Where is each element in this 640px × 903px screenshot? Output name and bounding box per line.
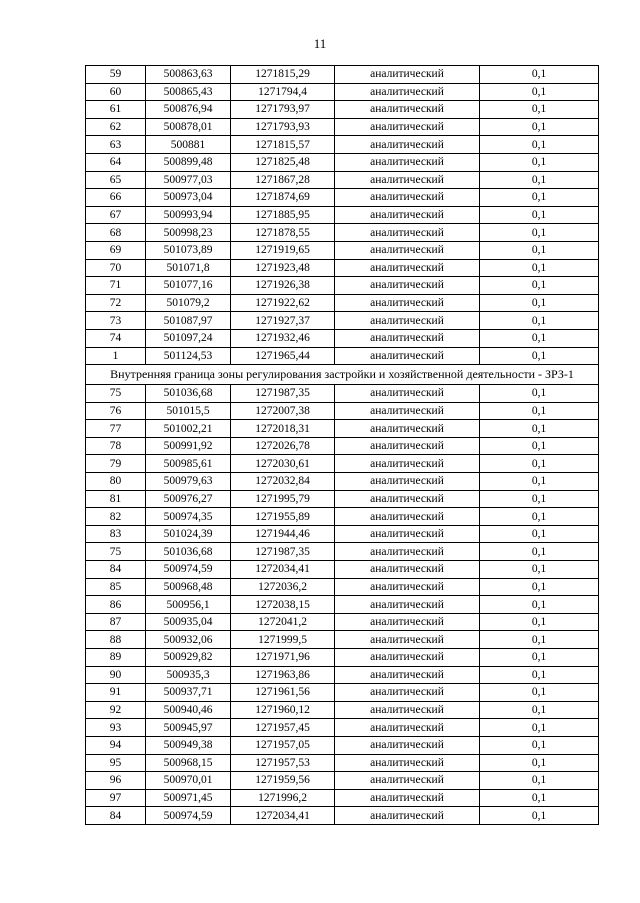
point-number-cell: 66	[86, 189, 146, 207]
x-coordinate-cell: 500991,92	[146, 437, 231, 455]
method-cell: аналитический	[335, 437, 480, 455]
y-coordinate-cell: 1271955,89	[231, 508, 335, 526]
method-cell: аналитический	[335, 596, 480, 614]
precision-cell: 0,1	[480, 420, 599, 438]
precision-cell: 0,1	[480, 83, 599, 101]
table-row	[86, 649, 599, 667]
precision-cell: 0,1	[480, 402, 599, 420]
section-title: Внутренняя граница зоны регулирования застройки и хозяйственной деятельности - ЗРЗ-1	[86, 365, 599, 385]
table-row	[86, 118, 599, 136]
point-number-cell: 97	[86, 789, 146, 807]
x-coordinate-cell: 500973,04	[146, 189, 231, 207]
precision-cell: 0,1	[480, 473, 599, 491]
y-coordinate-cell: 1272026,78	[231, 437, 335, 455]
x-coordinate-cell: 500863,63	[146, 66, 231, 84]
method-cell: аналитический	[335, 508, 480, 526]
method-cell: аналитический	[335, 666, 480, 684]
y-coordinate-cell: 1271919,65	[231, 241, 335, 259]
precision-cell: 0,1	[480, 596, 599, 614]
table-row	[86, 402, 599, 420]
point-number-cell: 59	[86, 66, 146, 84]
table-row	[86, 385, 599, 403]
y-coordinate-cell: 1271932,46	[231, 329, 335, 347]
coordinates-rows-before	[86, 66, 599, 365]
y-coordinate-cell: 1271971,96	[231, 649, 335, 667]
method-cell: аналитический	[335, 736, 480, 754]
y-coordinate-cell: 1271927,37	[231, 312, 335, 330]
table-row	[86, 66, 599, 84]
section-header-group	[86, 365, 599, 385]
table-row	[86, 136, 599, 154]
method-cell: аналитический	[335, 473, 480, 491]
y-coordinate-cell: 1271987,35	[231, 385, 335, 403]
method-cell: аналитический	[335, 206, 480, 224]
method-cell: аналитический	[335, 66, 480, 84]
y-coordinate-cell: 1271944,46	[231, 525, 335, 543]
y-coordinate-cell: 1272034,41	[231, 561, 335, 579]
point-number-cell: 75	[86, 543, 146, 561]
x-coordinate-cell: 501015,5	[146, 402, 231, 420]
method-cell: аналитический	[335, 543, 480, 561]
method-cell: аналитический	[335, 684, 480, 702]
method-cell: аналитический	[335, 420, 480, 438]
x-coordinate-cell: 501071,8	[146, 259, 231, 277]
table-row	[86, 437, 599, 455]
method-cell: аналитический	[335, 329, 480, 347]
table-row	[86, 420, 599, 438]
table-row	[86, 294, 599, 312]
table-row	[86, 224, 599, 242]
method-cell: аналитический	[335, 525, 480, 543]
table-row	[86, 473, 599, 491]
point-number-cell: 77	[86, 420, 146, 438]
x-coordinate-cell: 500956,1	[146, 596, 231, 614]
table-row	[86, 613, 599, 631]
table-row	[86, 490, 599, 508]
table-row	[86, 206, 599, 224]
x-coordinate-cell: 500968,15	[146, 754, 231, 772]
y-coordinate-cell: 1271987,35	[231, 543, 335, 561]
point-number-cell: 84	[86, 807, 146, 825]
method-cell: аналитический	[335, 101, 480, 119]
precision-cell: 0,1	[480, 789, 599, 807]
point-number-cell: 92	[86, 701, 146, 719]
y-coordinate-cell: 1271794,4	[231, 83, 335, 101]
x-coordinate-cell: 501079,2	[146, 294, 231, 312]
precision-cell: 0,1	[480, 613, 599, 631]
precision-cell: 0,1	[480, 649, 599, 667]
precision-cell: 0,1	[480, 684, 599, 702]
x-coordinate-cell: 500974,59	[146, 561, 231, 579]
x-coordinate-cell: 501024,39	[146, 525, 231, 543]
point-number-cell: 96	[86, 772, 146, 790]
point-number-cell: 61	[86, 101, 146, 119]
x-coordinate-cell: 501077,16	[146, 277, 231, 295]
point-number-cell: 85	[86, 578, 146, 596]
y-coordinate-cell: 1271995,79	[231, 490, 335, 508]
point-number-cell: 73	[86, 312, 146, 330]
y-coordinate-cell: 1271815,57	[231, 136, 335, 154]
y-coordinate-cell: 1271999,5	[231, 631, 335, 649]
y-coordinate-cell: 1272007,38	[231, 402, 335, 420]
method-cell: аналитический	[335, 455, 480, 473]
table-row	[86, 259, 599, 277]
precision-cell: 0,1	[480, 666, 599, 684]
y-coordinate-cell: 1271874,69	[231, 189, 335, 207]
precision-cell: 0,1	[480, 578, 599, 596]
y-coordinate-cell: 1272041,2	[231, 613, 335, 631]
precision-cell: 0,1	[480, 329, 599, 347]
method-cell: аналитический	[335, 153, 480, 171]
point-number-cell: 62	[86, 118, 146, 136]
method-cell: аналитический	[335, 224, 480, 242]
y-coordinate-cell: 1271957,05	[231, 736, 335, 754]
x-coordinate-cell: 500865,43	[146, 83, 231, 101]
method-cell: аналитический	[335, 312, 480, 330]
table-row	[86, 347, 599, 365]
point-number-cell: 82	[86, 508, 146, 526]
x-coordinate-cell: 501036,68	[146, 385, 231, 403]
method-cell: аналитический	[335, 385, 480, 403]
point-number-cell: 63	[86, 136, 146, 154]
x-coordinate-cell: 501087,97	[146, 312, 231, 330]
x-coordinate-cell: 500949,38	[146, 736, 231, 754]
method-cell: аналитический	[335, 189, 480, 207]
x-coordinate-cell: 500979,63	[146, 473, 231, 491]
x-coordinate-cell: 500937,71	[146, 684, 231, 702]
coordinates-table	[85, 65, 599, 825]
method-cell: аналитический	[335, 241, 480, 259]
point-number-cell: 89	[86, 649, 146, 667]
point-number-cell: 84	[86, 561, 146, 579]
precision-cell: 0,1	[480, 736, 599, 754]
y-coordinate-cell: 1271959,56	[231, 772, 335, 790]
table-row	[86, 312, 599, 330]
y-coordinate-cell: 1271957,45	[231, 719, 335, 737]
precision-cell: 0,1	[480, 171, 599, 189]
method-cell: аналитический	[335, 631, 480, 649]
precision-cell: 0,1	[480, 772, 599, 790]
point-number-cell: 70	[86, 259, 146, 277]
point-number-cell: 60	[86, 83, 146, 101]
precision-cell: 0,1	[480, 312, 599, 330]
y-coordinate-cell: 1271960,12	[231, 701, 335, 719]
precision-cell: 0,1	[480, 294, 599, 312]
table-row	[86, 736, 599, 754]
point-number-cell: 65	[86, 171, 146, 189]
x-coordinate-cell: 500935,3	[146, 666, 231, 684]
point-number-cell: 87	[86, 613, 146, 631]
y-coordinate-cell: 1271793,97	[231, 101, 335, 119]
method-cell: аналитический	[335, 754, 480, 772]
table-row	[86, 596, 599, 614]
x-coordinate-cell: 500974,59	[146, 807, 231, 825]
precision-cell: 0,1	[480, 437, 599, 455]
table-row	[86, 631, 599, 649]
point-number-cell: 83	[86, 525, 146, 543]
x-coordinate-cell: 500935,04	[146, 613, 231, 631]
y-coordinate-cell: 1272034,41	[231, 807, 335, 825]
method-cell: аналитический	[335, 136, 480, 154]
table-row	[86, 329, 599, 347]
table-row	[86, 561, 599, 579]
x-coordinate-cell: 500932,06	[146, 631, 231, 649]
precision-cell: 0,1	[480, 224, 599, 242]
table-row	[86, 83, 599, 101]
precision-cell: 0,1	[480, 701, 599, 719]
method-cell: аналитический	[335, 772, 480, 790]
method-cell: аналитический	[335, 259, 480, 277]
x-coordinate-cell: 500945,97	[146, 719, 231, 737]
x-coordinate-cell: 501097,24	[146, 329, 231, 347]
table-row	[86, 701, 599, 719]
precision-cell: 0,1	[480, 807, 599, 825]
point-number-cell: 68	[86, 224, 146, 242]
table-row	[86, 684, 599, 702]
precision-cell: 0,1	[480, 525, 599, 543]
precision-cell: 0,1	[480, 277, 599, 295]
x-coordinate-cell: 500998,23	[146, 224, 231, 242]
x-coordinate-cell: 500977,03	[146, 171, 231, 189]
x-coordinate-cell: 500940,46	[146, 701, 231, 719]
method-cell: аналитический	[335, 807, 480, 825]
point-number-cell: 72	[86, 294, 146, 312]
point-number-cell: 91	[86, 684, 146, 702]
method-cell: аналитический	[335, 561, 480, 579]
table-row	[86, 789, 599, 807]
point-number-cell: 1	[86, 347, 146, 365]
table-row	[86, 277, 599, 295]
point-number-cell: 71	[86, 277, 146, 295]
y-coordinate-cell: 1271965,44	[231, 347, 335, 365]
point-number-cell: 69	[86, 241, 146, 259]
x-coordinate-cell: 500971,45	[146, 789, 231, 807]
precision-cell: 0,1	[480, 543, 599, 561]
method-cell: аналитический	[335, 83, 480, 101]
y-coordinate-cell: 1271825,48	[231, 153, 335, 171]
method-cell: аналитический	[335, 719, 480, 737]
table-row	[86, 666, 599, 684]
point-number-cell: 67	[86, 206, 146, 224]
point-number-cell: 95	[86, 754, 146, 772]
method-cell: аналитический	[335, 277, 480, 295]
table-row	[86, 754, 599, 772]
point-number-cell: 64	[86, 153, 146, 171]
y-coordinate-cell: 1271885,95	[231, 206, 335, 224]
precision-cell: 0,1	[480, 259, 599, 277]
method-cell: аналитический	[335, 402, 480, 420]
x-coordinate-cell: 500899,48	[146, 153, 231, 171]
point-number-cell: 78	[86, 437, 146, 455]
point-number-cell: 79	[86, 455, 146, 473]
x-coordinate-cell: 500976,27	[146, 490, 231, 508]
precision-cell: 0,1	[480, 101, 599, 119]
x-coordinate-cell: 501073,89	[146, 241, 231, 259]
x-coordinate-cell: 500929,82	[146, 649, 231, 667]
y-coordinate-cell: 1272030,61	[231, 455, 335, 473]
precision-cell: 0,1	[480, 719, 599, 737]
table-row	[86, 543, 599, 561]
table-row	[86, 455, 599, 473]
method-cell: аналитический	[335, 118, 480, 136]
x-coordinate-cell: 500876,94	[146, 101, 231, 119]
y-coordinate-cell: 1271922,62	[231, 294, 335, 312]
x-coordinate-cell: 500970,01	[146, 772, 231, 790]
method-cell: аналитический	[335, 649, 480, 667]
table-row	[86, 189, 599, 207]
point-number-cell: 74	[86, 329, 146, 347]
table-row	[86, 772, 599, 790]
x-coordinate-cell: 500881	[146, 136, 231, 154]
precision-cell: 0,1	[480, 455, 599, 473]
y-coordinate-cell: 1272038,15	[231, 596, 335, 614]
y-coordinate-cell: 1272018,31	[231, 420, 335, 438]
y-coordinate-cell: 1271957,53	[231, 754, 335, 772]
point-number-cell: 94	[86, 736, 146, 754]
table-row	[86, 525, 599, 543]
y-coordinate-cell: 1271923,48	[231, 259, 335, 277]
precision-cell: 0,1	[480, 631, 599, 649]
table-row	[86, 171, 599, 189]
method-cell: аналитический	[335, 578, 480, 596]
method-cell: аналитический	[335, 701, 480, 719]
table-row	[86, 508, 599, 526]
y-coordinate-cell: 1272036,2	[231, 578, 335, 596]
y-coordinate-cell: 1271961,56	[231, 684, 335, 702]
point-number-cell: 76	[86, 402, 146, 420]
x-coordinate-cell: 500974,35	[146, 508, 231, 526]
x-coordinate-cell: 500985,61	[146, 455, 231, 473]
table-row	[86, 241, 599, 259]
point-number-cell: 93	[86, 719, 146, 737]
y-coordinate-cell: 1271996,2	[231, 789, 335, 807]
y-coordinate-cell: 1271815,29	[231, 66, 335, 84]
y-coordinate-cell: 1271963,86	[231, 666, 335, 684]
point-number-cell: 80	[86, 473, 146, 491]
x-coordinate-cell: 501124,53	[146, 347, 231, 365]
x-coordinate-cell: 501036,68	[146, 543, 231, 561]
method-cell: аналитический	[335, 347, 480, 365]
x-coordinate-cell: 500878,01	[146, 118, 231, 136]
method-cell: аналитический	[335, 789, 480, 807]
precision-cell: 0,1	[480, 508, 599, 526]
point-number-cell: 90	[86, 666, 146, 684]
precision-cell: 0,1	[480, 561, 599, 579]
y-coordinate-cell: 1271793,93	[231, 118, 335, 136]
point-number-cell: 81	[86, 490, 146, 508]
page-number: 11	[313, 36, 327, 51]
point-number-cell: 86	[86, 596, 146, 614]
precision-cell: 0,1	[480, 347, 599, 365]
x-coordinate-cell: 500993,94	[146, 206, 231, 224]
table-row	[86, 578, 599, 596]
y-coordinate-cell: 1272032,84	[231, 473, 335, 491]
point-number-cell: 75	[86, 385, 146, 403]
precision-cell: 0,1	[480, 490, 599, 508]
precision-cell: 0,1	[480, 66, 599, 84]
precision-cell: 0,1	[480, 385, 599, 403]
method-cell: аналитический	[335, 490, 480, 508]
precision-cell: 0,1	[480, 241, 599, 259]
precision-cell: 0,1	[480, 206, 599, 224]
method-cell: аналитический	[335, 613, 480, 631]
precision-cell: 0,1	[480, 189, 599, 207]
y-coordinate-cell: 1271867,28	[231, 171, 335, 189]
section-header-row	[86, 365, 599, 385]
point-number-cell: 88	[86, 631, 146, 649]
method-cell: аналитический	[335, 171, 480, 189]
precision-cell: 0,1	[480, 153, 599, 171]
table-row	[86, 719, 599, 737]
y-coordinate-cell: 1271926,38	[231, 277, 335, 295]
precision-cell: 0,1	[480, 136, 599, 154]
y-coordinate-cell: 1271878,55	[231, 224, 335, 242]
x-coordinate-cell: 500968,48	[146, 578, 231, 596]
coordinates-rows-after	[86, 385, 599, 825]
precision-cell: 0,1	[480, 118, 599, 136]
table-row	[86, 101, 599, 119]
precision-cell: 0,1	[480, 754, 599, 772]
method-cell: аналитический	[335, 294, 480, 312]
table-row	[86, 153, 599, 171]
x-coordinate-cell: 501002,21	[146, 420, 231, 438]
table-row	[86, 807, 599, 825]
